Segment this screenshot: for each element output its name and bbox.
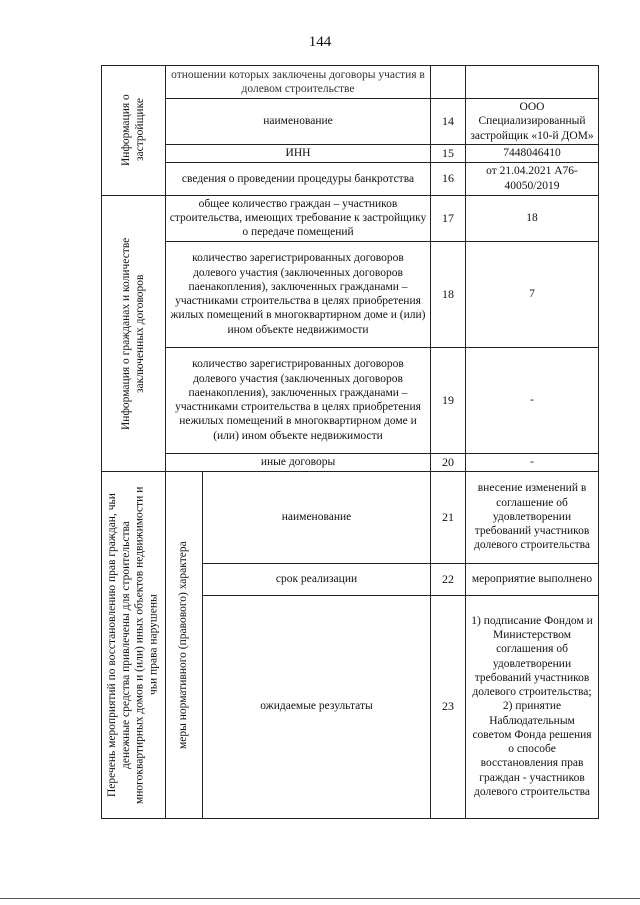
group-developer bbox=[102, 66, 166, 196]
row-label: наименование bbox=[203, 471, 431, 563]
row-number: 16 bbox=[431, 162, 466, 195]
row-number: 23 bbox=[431, 595, 466, 818]
page-number: 144 bbox=[308, 34, 332, 50]
row-value: внесение изменений в соглашение об удовлетворении требований участников долевого строительства bbox=[466, 471, 599, 563]
row-number: 21 bbox=[431, 471, 466, 563]
row-label: количество зарегистрированных договоров долевого участия (заключенных договоров паенакопления), заключенных гражданами – участниками строительства в целях приобретения жилых помещений в многоквартирном доме и (или) ином объекте недвижимости bbox=[166, 241, 431, 347]
table-row bbox=[102, 99, 599, 145]
row-label: сведения о проведении процедуры банкротства bbox=[166, 162, 431, 195]
row-label: ИНН bbox=[166, 144, 431, 162]
row-label: количество зарегистрированных договоров долевого участия (заключенных договоров паенакопления), заключенных гражданами – участниками строительства в целях приобретения нежилых помещений в многоквартирном доме и (или) ином объекте недвижимости bbox=[166, 347, 431, 453]
table-row bbox=[102, 162, 599, 195]
group-measures-sub bbox=[166, 471, 203, 818]
group-measures-sub-label: меры нормативного (правового) характера bbox=[177, 540, 190, 749]
row-number bbox=[431, 66, 466, 99]
row-number: 19 bbox=[431, 347, 466, 453]
row-label: иные договоры bbox=[166, 453, 431, 471]
row-number: 18 bbox=[431, 241, 466, 347]
group-developer-label: Информация о застройщике bbox=[119, 94, 146, 167]
row-number: 15 bbox=[431, 144, 466, 162]
row-value bbox=[466, 66, 599, 99]
row-label: общее количество граждан – участников строительства, имеющих требование к застройщику о передаче помещений bbox=[166, 195, 431, 241]
row-value: мероприятие выполнено bbox=[466, 563, 599, 595]
table-row bbox=[102, 471, 599, 563]
row-value: 18 bbox=[466, 195, 599, 241]
table-row bbox=[102, 195, 599, 241]
row-value: 1) подписание Фондом и Министерством соглашения об удовлетворении требований участников долевого строительства; 2) принятие Наблюдательным советом Фонда решения о способе восстановления прав граждан - участников долевого строительства bbox=[466, 595, 599, 818]
row-label: срок реализации bbox=[203, 563, 431, 595]
table-row bbox=[102, 66, 599, 99]
data-table bbox=[101, 65, 599, 819]
table-row bbox=[102, 241, 599, 347]
row-value: ООО Специализированный застройщик «10-й ДОМ» bbox=[466, 99, 599, 145]
row-value: от 21.04.2021 А76-40050/2019 bbox=[466, 162, 599, 195]
row-number: 20 bbox=[431, 453, 466, 471]
bottom-rule bbox=[0, 898, 640, 899]
table-row bbox=[102, 453, 599, 471]
row-label: отношении которых заключены договоры участия в долевом строительстве bbox=[166, 66, 431, 99]
table-row bbox=[102, 144, 599, 162]
row-number: 14 bbox=[431, 99, 466, 145]
group-citizens-label: Информация о гражданах и количестве заключенных договоров bbox=[119, 236, 146, 430]
row-number: 22 bbox=[431, 563, 466, 595]
row-number: 17 bbox=[431, 195, 466, 241]
row-value: 7448046410 bbox=[466, 144, 599, 162]
table-row bbox=[102, 347, 599, 453]
group-measures-label: Перечень мероприятий по восстановлению прав граждан, чьи денежные средства привлечены для строительства многоквартирных домов и (или) иных объектов недвижимости и чьи права нарушены bbox=[105, 485, 160, 804]
group-citizens bbox=[102, 195, 166, 471]
row-value: - bbox=[466, 347, 599, 453]
row-label: ожидаемые результаты bbox=[203, 595, 431, 818]
row-label: наименование bbox=[166, 99, 431, 145]
row-value: 7 bbox=[466, 241, 599, 347]
group-measures bbox=[102, 471, 166, 818]
row-value: - bbox=[466, 453, 599, 471]
